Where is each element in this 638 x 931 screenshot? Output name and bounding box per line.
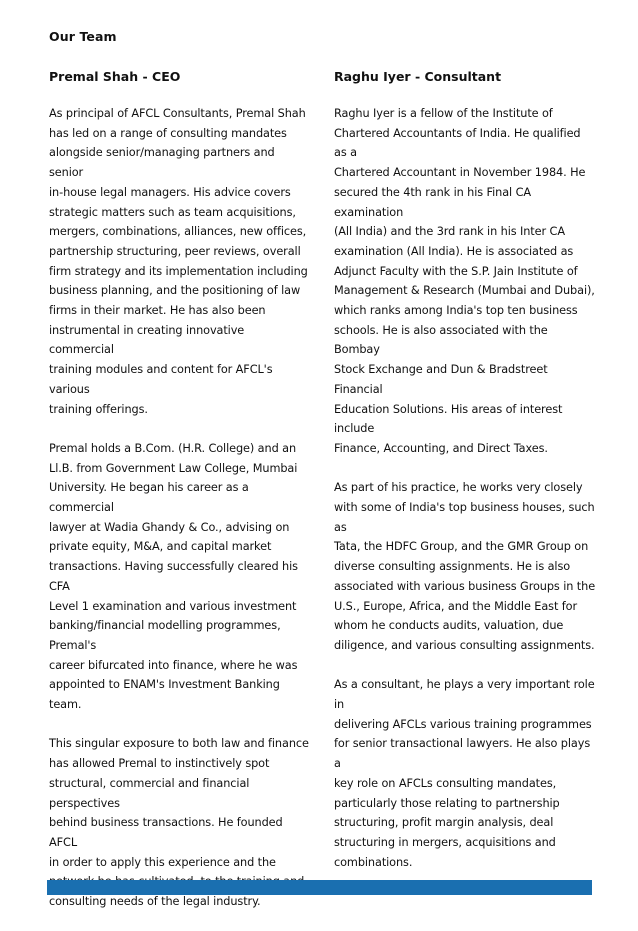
- member-heading: Premal Shah - CEO: [49, 69, 181, 84]
- member-column-premal-shah: [49, 69, 311, 931]
- member-column-raghu-iyer: [334, 69, 596, 892]
- member-bio-paragraph: As part of his practice, he works very closely with some of India's top business houses, such as Tata, the HDFC Group, and the GMR Group on diverse consulting assignments. He is also associated with various business Groups in the U.S., Europe, Africa, and the Middle East for whom he conducts audits, valuation, due diligence, and various consulting assignments.: [334, 481, 596, 652]
- member-bio-paragraph: Raghu Iyer is a fellow of the Institute of Chartered Accountants of India. He qualified as a Chartered Accountant in November 1984. He secured the 4th rank in his Final CA examination (All India) and the 3rd rank in his Inter CA examination (All India). He is associated as Adjunct Faculty with the S.P. Jain Institute of Management & Research (Mumbai and Dubai), which ranks among India's top ten business schools. He is also associated with the Bombay Stock Exchange and Dun & Bradstreet Financial Education Solutions. His areas of interest include Finance, Accounting, and Direct Taxes.: [334, 107, 595, 455]
- footer-bar: [47, 880, 592, 895]
- member-bio-paragraph: As principal of AFCL Consultants, Premal Shah has led on a range of consulting mandates alongside senior/managing partners and senior in-house legal managers. His advice covers strategic matters such as team acquisitions, mergers, combinations, alliances, new offices, partnership structuring, peer reviews, overall firm strategy and its implementation including business planning, and the positioning of law firms in their market. He has also been instrumental in creating innovative commercial training modules and content for AFCL's various training offerings.: [49, 107, 308, 416]
- member-heading: Raghu Iyer - Consultant: [334, 69, 502, 84]
- page-title: Our Team: [49, 29, 117, 44]
- member-bio-paragraph: Premal holds a B.Com. (H.R. College) and an Ll.B. from Government Law College, Mumbai University. He began his career as a commercial lawyer at Wadia Ghandy & Co., advising on private equity, M&A, and capital market transactions. Having successfully cleared his CFA Level 1 examination and various investment banking/financial modelling programmes, Premal's career bifurcated into finance, where he was appointed to ENAM's Investment Banking team.: [49, 441, 298, 712]
- member-bio-paragraph: As a consultant, he plays a very important role in delivering AFCLs various training programmes for senior transactional lawyers. He also plays a key role on AFCLs consulting mandates, particularly those relating to partnership structuring, profit margin analysis, deal structuring in mergers, acquisitions and combinations.: [334, 678, 595, 869]
- member-bio-paragraph: This singular exposure to both law and finance has allowed Premal to instinctively spot structural, commercial and financial perspectives behind business transactions. He founded AFCL in order to apply this experience and the consulting needs of the legal industry.: [49, 737, 309, 909]
